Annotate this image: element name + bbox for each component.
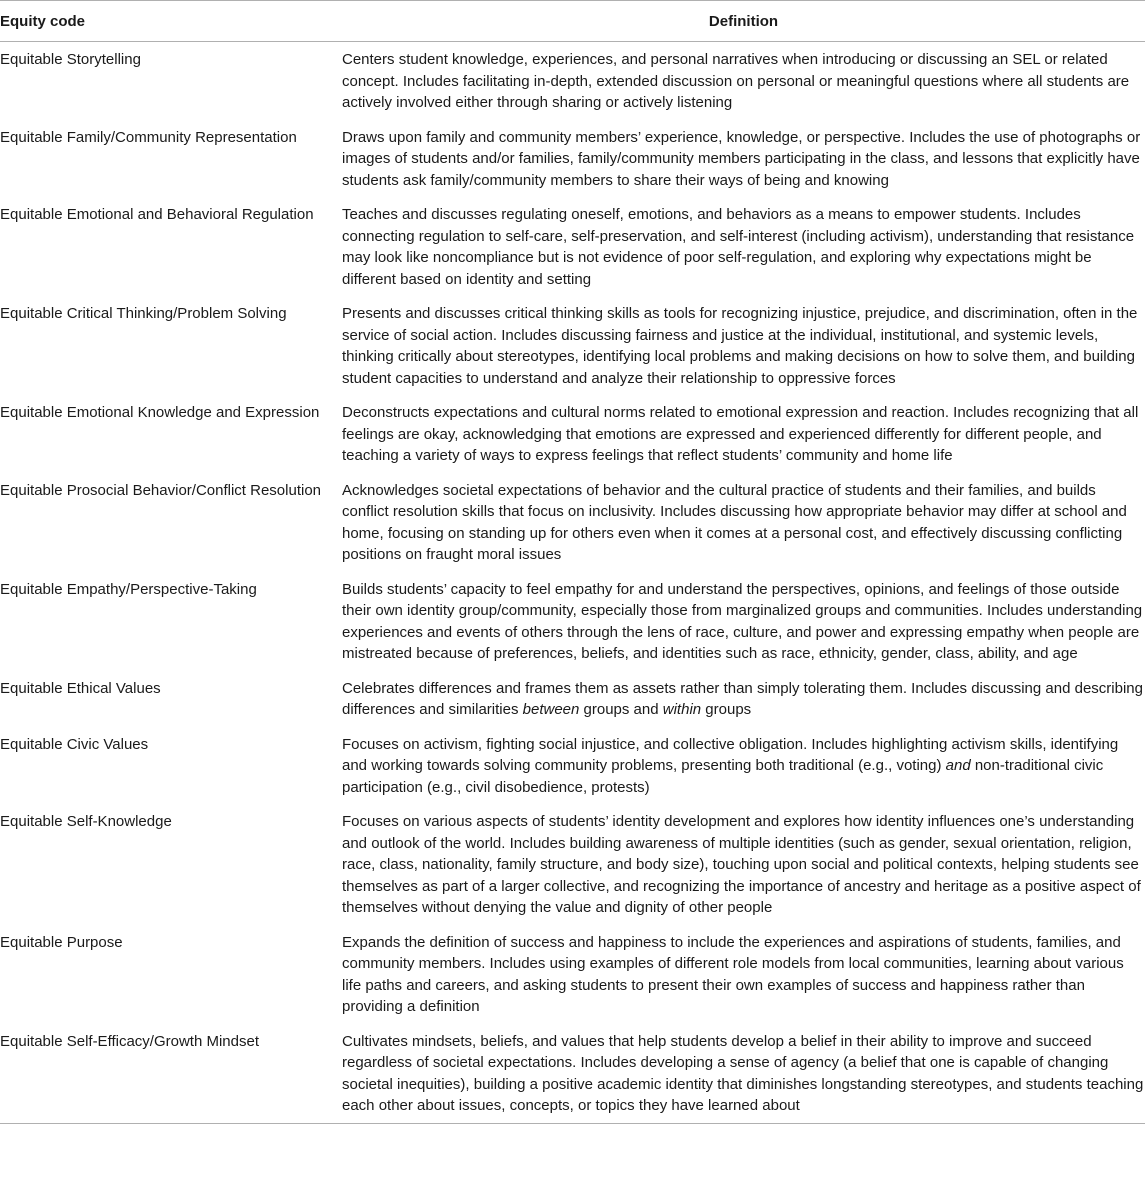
definition-text: Expands the definition of success and happiness to include the experiences and aspirations of students, families, and community members. Includes using examples of different role models from local communities, learning about various life paths and careers, and asking students to present their own examples of success and happiness rather than providing a definition — [342, 933, 1124, 1015]
definition-cell — [342, 296, 1145, 395]
header-row — [0, 1, 1145, 42]
table-body — [0, 42, 1145, 1124]
table-row — [0, 804, 1145, 925]
table-row — [0, 727, 1145, 805]
table-row — [0, 671, 1145, 727]
column-header-equity-code: Equity code — [0, 1, 342, 42]
definition-text: Draws upon family and community members’ experience, knowledge, or perspective. Includes the use of photographs or images of students and/or families, family/community members participating in the class, and lessons that explicitly have students ask family/community members to share their ways of being and knowing — [342, 128, 1141, 189]
table-row — [0, 120, 1145, 198]
table-row — [0, 572, 1145, 671]
definition-text: Builds students’ capacity to feel empathy for and understand the perspectives, opinions, and feelings of those outside their own identity group/community, especially those from marginalized groups and communities. Includes understanding experiences and events of others through the lens of race, culture, and power and expressing empathy when people are mistreated because of preferences, beliefs, and identities such as race, ethnicity, gender, class, ability, and age — [342, 580, 1143, 662]
table-header — [0, 1, 1145, 42]
definition-text: Acknowledges societal expectations of behavior and the cultural practice of students and their families, and builds conflict resolution skills that focus on inclusivity. Includes discussing how appropriate behavior may differ at school and home, focusing on standing up for others even when it comes at a personal cost, and effectively discussing conflicting positions on fraught moral issues — [342, 481, 1127, 563]
definition-text: Teaches and discusses regulating oneself, emotions, and behaviors as a means to empower students. Includes connecting regulation to self-care, self-preservation, and self-interest (including activism), understanding that resistance may look like noncompliance but is not evidence of poor self-regulation, and exploring why expectations might be different based on identity and setting — [342, 206, 1135, 288]
equity-code-cell: Equitable Self-Knowledge — [0, 813, 172, 830]
definition-emphasis: within — [662, 701, 702, 718]
equity-code-cell: Equitable Storytelling — [0, 51, 141, 68]
table-row — [0, 925, 1145, 1024]
definition-text: Deconstructs expectations and cultural norms related to emotional expression and reaction. Includes recognizing that all feelings are okay, acknowledging that emotions are expressed and experienced differently for different people, and teaching a variety of ways to express feelings that reflect students’ community and home life — [342, 404, 1139, 464]
definition-cell — [342, 925, 1145, 1024]
definition-text: Celebrates differences and frames them as assets rather than simply tolerating them. Includes discussing and describing differences and similarities — [342, 679, 1143, 718]
definition-cell — [342, 572, 1145, 671]
definition-text: groups — [701, 701, 752, 718]
definition-emphasis: between — [522, 701, 580, 718]
definition-cell — [342, 804, 1145, 925]
equity-code-cell: Equitable Civic Values — [0, 735, 149, 753]
table-row — [0, 473, 1145, 572]
definition-text: Presents and discusses critical thinking skills as tools for recognizing injustice, prejudice, and discrimination, often in the service of social action. Includes discussing fairness and justice at the individual, institutional, and systemic levels, thinking critically about stereotypes, identifying local problems and making decisions on how to solve them, and building student capacities to understand and analyze their relationship to oppressive forces — [342, 305, 1138, 387]
definition-text: groups and — [579, 701, 663, 718]
definition-emphasis: and — [945, 757, 971, 774]
table-row — [0, 395, 1145, 473]
table-row — [0, 296, 1145, 395]
definition-cell — [342, 120, 1145, 198]
definition-text: non-traditional civic participation (e.g., civil disobedience, protests) — [342, 757, 1104, 796]
table-row — [0, 197, 1145, 296]
definition-text: Focuses on activism, fighting social injustice, and collective obligation. Includes highlighting activism skills, identifying and working towards solving community problems, presenting both traditional (e.g., voting) — [342, 735, 1119, 774]
definition-cell — [342, 395, 1145, 473]
equity-code-cell: Equitable Purpose — [0, 933, 123, 951]
equity-code-cell: Equitable Family/Community Representation — [0, 128, 297, 146]
equity-code-cell: Equitable Emotional and Behavioral Regulation — [0, 206, 314, 223]
equity-code-cell: Equitable Emotional Knowledge and Expression — [0, 404, 320, 421]
equity-code-cell: Equitable Critical Thinking/Problem Solving — [0, 305, 287, 322]
equity-code-cell: Equitable Self-Efficacy/Growth Mindset — [0, 1024, 342, 1124]
definition-cell — [342, 727, 1145, 805]
column-header-definition: Definition — [342, 1, 1145, 42]
table-row — [0, 1024, 1145, 1124]
equity-code-cell: Equitable Prosocial Behavior/Conflict Resolution — [0, 481, 322, 499]
definition-text: Focuses on various aspects of students’ identity development and explores how identity influences one’s understanding and outlook of the world. Includes building awareness of multiple identities (such as gender, sexual orientation, religion, race, class, nationality, family structure, and body size), touching upon social and political contexts, helping students see themselves as part of a larger collective, and recognizing the importance of ancestry and heritage as a positive aspect of themselves without denying the value and dignity of other people — [342, 813, 1141, 916]
definition-cell — [342, 671, 1145, 727]
definition-cell — [342, 1024, 1145, 1124]
definition-text: Centers student knowledge, experiences, and personal narratives when introducing or discussing an SEL or related concept. Includes facilitating in-depth, extended discussion on personal or meaningful questions where all students are actively involved either through sharing or actively listening — [342, 51, 1130, 111]
definition-cell — [342, 197, 1145, 296]
definition-cell — [342, 473, 1145, 572]
definition-text: Cultivates mindsets, beliefs, and values that help students develop a belief in their ability to improve and succeed regardless of societal expectations. Includes developing a sense of agency (a belief that one is capable of changing societal inequities), building a positive academic identity that diminishes longstanding stereotypes, and students teaching each other about issues, concepts, or topics they have learned about — [342, 1032, 1144, 1114]
equity-code-cell: Equitable Empathy/Perspective-Taking — [0, 580, 257, 598]
table-row — [0, 42, 1145, 120]
equity-code-cell: Equitable Ethical Values — [0, 679, 161, 697]
definition-cell — [342, 42, 1145, 120]
